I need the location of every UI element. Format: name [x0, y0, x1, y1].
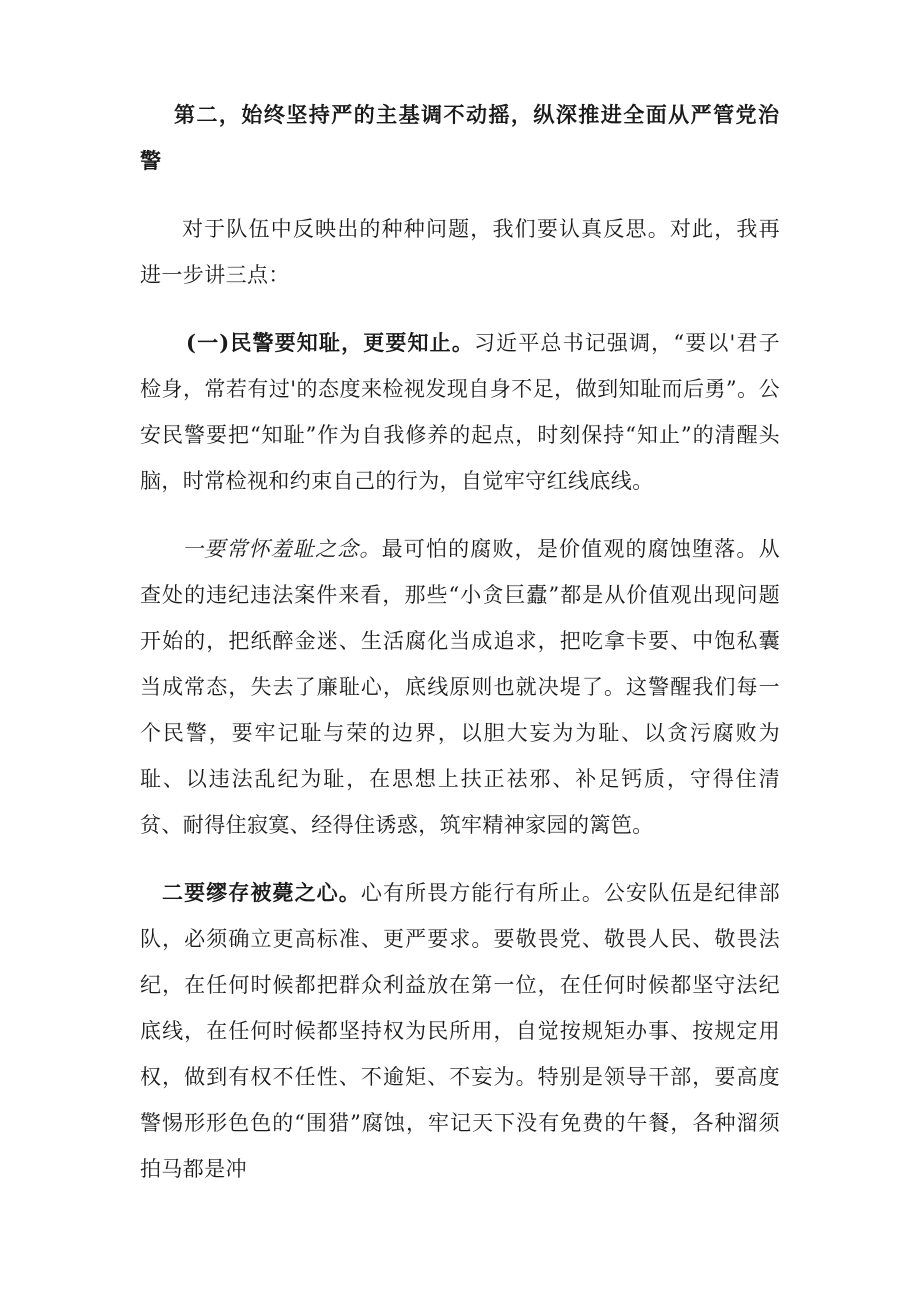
section-1-paragraph: [140, 320, 780, 504]
section-1-body: 习近平总书记强调，“要以'君子检身，常若有过'的态度来检视发现自身不足，做到知耻而后勇”。公安民警要把“知耻”作为自我修养的起点，时刻保持“知止”的清醒头脑，时常检视和约束自己的行为，自觉牢守红线底线。: [140, 331, 780, 493]
point-1-paragraph: [140, 526, 780, 848]
intro-paragraph: 对于队伍中反映出的种种问题，我们要认真反思。对此，我再进一步讲三点：: [140, 217, 780, 287]
section-1-lead: (一)民警要知耻，更要知止。: [186, 330, 474, 355]
point-2-lead: 二要缪存被薨之心。: [162, 880, 361, 905]
point-1-lead: 一要常怀羞耻之念。: [182, 537, 382, 561]
section-heading: 第二，始终坚持严的主基调不动摇，纵深推进全面从严管党治警: [140, 102, 780, 173]
document-body: [140, 92, 780, 1192]
point-1-body: 最可怕的腐败，是价值观的腐蚀堕落。从查处的违纪违法案件来看，那些“小贪巨蠹”都是从价值观出现问题开始的，把纸醉金迷、生活腐化当成追求，把吃拿卡要、中饱私囊当成常态，失去了廉耻心，底线原则也就决堤了。这警醒我们每一个民警，要牢记耻与荣的边界，以胆大妄为为耻、以贪污腐败为耻、以违法乱纪为耻，在思想上扶正祛邪、补足钙质，守得住清贫、耐得住寂寞、经得住诱惑，筑牢精神家园的篱笆。: [140, 537, 780, 837]
point-2-body: 心有所畏方能行有所止。公安队伍是纪律部队，必须确立更高标准、更严要求。要敬畏党、敬畏人民、敬畏法纪，在任何时候都把群众利益放在第一位，在任何时候都坚守法纪底线，在任何时候都坚持权为民所用，自觉按规矩办事、按规定用权，做到有权不任性、不逾矩、不妄为。特别是领导干部，要高度警惕形形色色的“围猎”腐蚀，牢记天下没有免费的午餐，各种溜须拍马都是冲: [140, 881, 780, 1181]
point-2-paragraph: [140, 870, 780, 1192]
